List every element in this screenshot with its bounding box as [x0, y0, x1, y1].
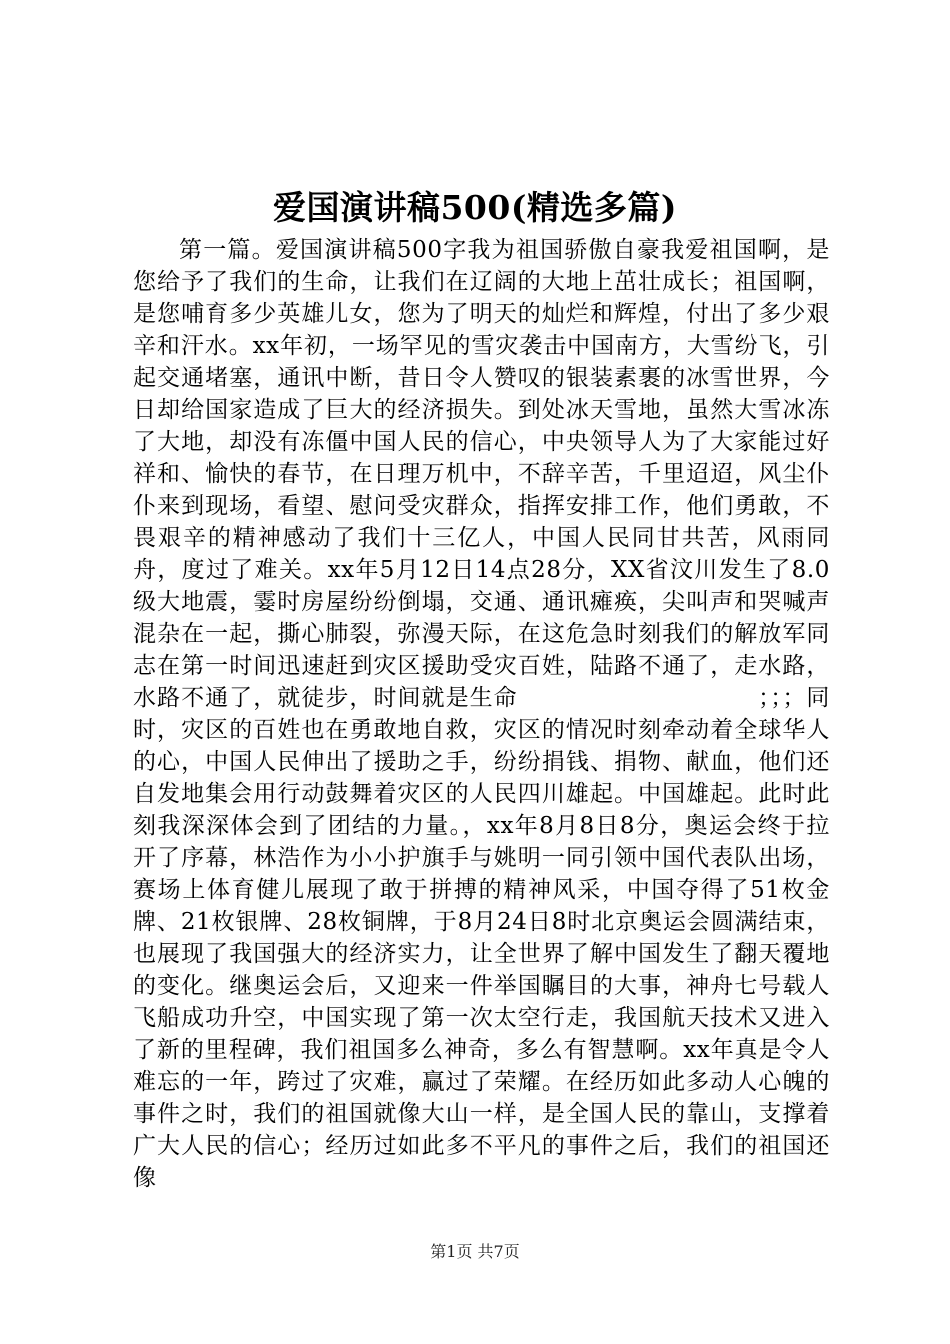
page-indicator: 第1页 共7页	[430, 1242, 520, 1261]
body-paragraph: 第一篇。爱国演讲稿500字我为祖国骄傲自豪我爱祖国啊，是您给予了我们的生命，让我们在辽阔的大地上茁壮成长；祖国啊，是您哺育多少英雄儿女，您为了明天的灿烂和辉煌，付出了多少艰辛和汗水。xx年初，一场罕见的雪灾袭击中国南方，大雪纷飞，引起交通堵塞，通讯中断，昔日令人赞叹的银装素裹的冰雪世界，今日却给国家造成了巨大的经济损失。到处冰天雪地，虽然大雪冰冻了大地，却没有冻僵中国人民的信心，中央领导人为了大家能过好祥和、愉快的春节，在日理万机中，不辞辛苦，千里迢迢，风尘仆仆来到现场，看望、慰问受灾群众，指挥安排工作，他们勇敢，不畏艰辛的精神感动了我们十三亿人，中国人民同甘共苦，风雨同舟，度过了难关。xx年5月12日14点28分，XX省汶川发生了8.0级大地震，霎时房屋纷纷倒塌，交通、通讯瘫痪，尖叫声和哭喊声混杂在一起，撕心肺裂，弥漫天际，在这危急时刻我们的解放军同志在第一时间迅速赶到灾区援助受灾百姓，陆路不通了，走水路，水路不通了，就徒步，时间就是生命 ；；；同时，灾区的百姓也在勇敢地自救，灾区的情况时刻牵动着全球华人的心，中国人民伸出了援助之手，纷纷捐钱、捐物、献血，他们还自发地集会用行动鼓舞着灾区的人民四川雄起。中国雄起。此时此刻我深深体会到了团结的力量。，xx年8月8日8分，奥运会终于拉开了序幕，林浩作为小小护旗手与姚明一同引领中国代表队出场，赛场上体育健儿展现了敢于拼搏的精神风采，中国夺得了51枚金牌、21枚银牌、28枚铜牌，于8月24日8时北京奥运会圆满结束，也展现了我国强大的经济实力，让全世界了解中国发生了翻天覆地的变化。继奥运会后，又迎来一件举国瞩目的大事，神舟七号载人飞船成功升空，中国实现了第一次太空行走，我国航天技术又进入了新的里程碑，我们祖国多么神奇，多么有智慧啊。xx年真是令人难忘的一年，跨过了灾难，赢过了荣耀。在经历如此多动人心魄的事件之时，我们的祖国就像大山一样，是全国人民的靠山，支撑着广大人民的信心；经历过如此多不平凡的事件之后，我们的祖国还像	[133, 237, 830, 1191]
document-body	[133, 234, 830, 1194]
document-title: 爱国演讲稿500(精选多篇)	[272, 188, 678, 227]
